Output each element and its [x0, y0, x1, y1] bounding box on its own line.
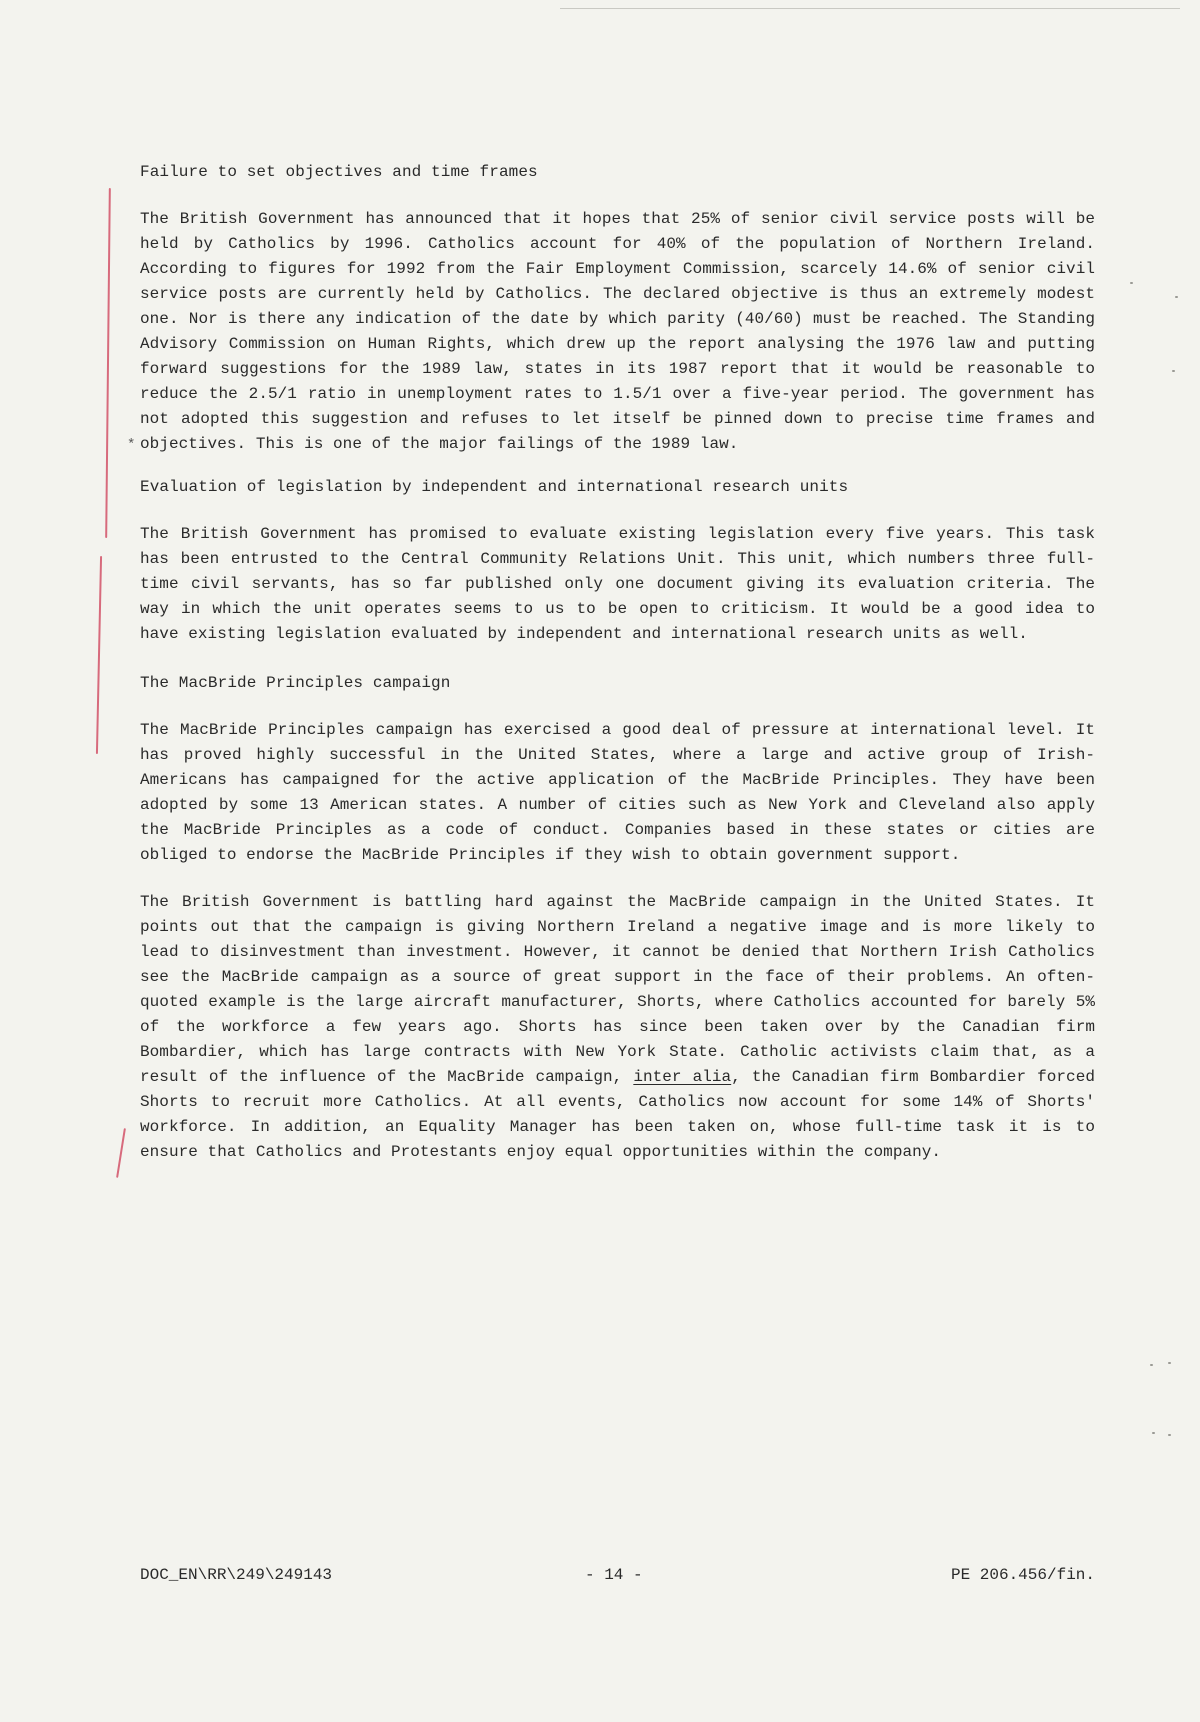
margin-line-mark [116, 1128, 126, 1178]
top-edge-rule [560, 8, 1180, 9]
scan-speck [1172, 370, 1175, 372]
margin-line-mark [105, 188, 111, 538]
margin-line-mark [96, 556, 102, 754]
scan-speck [1168, 1362, 1171, 1364]
section-heading-objectives: Failure to set objectives and time frames [140, 163, 538, 181]
paragraph-text-after: , the Canadian firm Bombardier forced Shorts to recruit more Catholics. At all events, Catholics now account for some 14% of Shorts' workforce. In addition, an Equality Manager has been taken on, whose full-time task it is to ensure that Catholics and Protestants enjoy equal opportunities within the company. [140, 1068, 1096, 1161]
page-number: - 14 - [585, 1566, 643, 1584]
emphasis-inter-alia: inter alia [633, 1068, 732, 1086]
page-footer [140, 1562, 1095, 1588]
paragraph-macbride-shorts [140, 890, 1095, 1165]
section-heading-evaluation: Evaluation of legislation by independent and international research units [140, 478, 849, 496]
scan-speck [1130, 282, 1133, 284]
margin-tick-mark: * [127, 437, 136, 453]
paragraph-text-before: The British Government is battling hard against the MacBride campaign in the United States. It points out that the campaign is giving Northern Ireland a negative image and is more likely to lead to disinvestment than investment. However, it cannot be denied that Northern Irish Catholics see the MacBride campaign as a source of great support in the face of their problems. An often-quoted example is the large aircraft manufacturer, Shorts, where Catholics accounted for barely 5% of the workforce a few years ago. Shorts has since been taken over by the Canadian firm Bombardier, which has large contracts with New York State. Catholic activists claim that, as a result of the influence of the MacBride campaign, [140, 893, 1095, 1086]
scan-speck [1175, 296, 1178, 298]
scan-speck [1152, 1432, 1155, 1434]
scan-speck [1150, 1364, 1153, 1366]
document-body [140, 160, 1095, 1165]
scan-speck [1168, 1434, 1171, 1436]
paragraph-macbride-pressure: The MacBride Principles campaign has exercised a good deal of pressure at international level. It has proved highly successful in the United States, where a large and active group of Irish-Americans has campaigned for the active application of the MacBride Principles. They have been adopted by some 13 American states. A number of cities such as New York and Cleveland also apply the MacBride Principles as a code of conduct. Companies based in these states or cities are obliged to endorse the MacBride Principles if they wish to obtain government support. [140, 721, 1095, 864]
document-reference: DOC_EN\RR\249\249143 [140, 1566, 333, 1584]
paragraph-objectives: The British Government has announced that it hopes that 25% of senior civil service posts will be held by Catholics by 1996. Catholics account for 40% of the population of Northern Ireland. According to figures for 1992 from the Fair Employment Commission, scarcely 14.6% of senior civil service posts are currently held by Catholics. The declared objective is thus an extremely modest one. Nor is there any indication of the date by which parity (40/60) must be reached. The Standing Advisory Commission on Human Rights, which drew up the report analysing the 1976 law and putting forward suggestions for the 1989 law, states in its 1987 report that it would be reasonable to reduce the 2.5/1 ratio in unemployment rates to 1.5/1 over a five-year period. The government has not adopted this suggestion and refuses to let itself be pinned down to precise time frames and objectives. This is one of the major failings of the 1989 law. [140, 210, 1095, 453]
section-heading-macbride: The MacBride Principles campaign [140, 674, 451, 692]
paragraph-evaluation: The British Government has promised to evaluate existing legislation every five years. This task has been entrusted to the Central Community Relations Unit. This unit, which numbers three full-time civil servants, has so far published only one document giving its evaluation criteria. The way in which the unit operates seems to us to be open to criticism. It would be a good idea to have existing legislation evaluated by independent and international research units as well. [140, 525, 1095, 643]
pe-reference: PE 206.456/fin. [950, 1566, 1095, 1584]
